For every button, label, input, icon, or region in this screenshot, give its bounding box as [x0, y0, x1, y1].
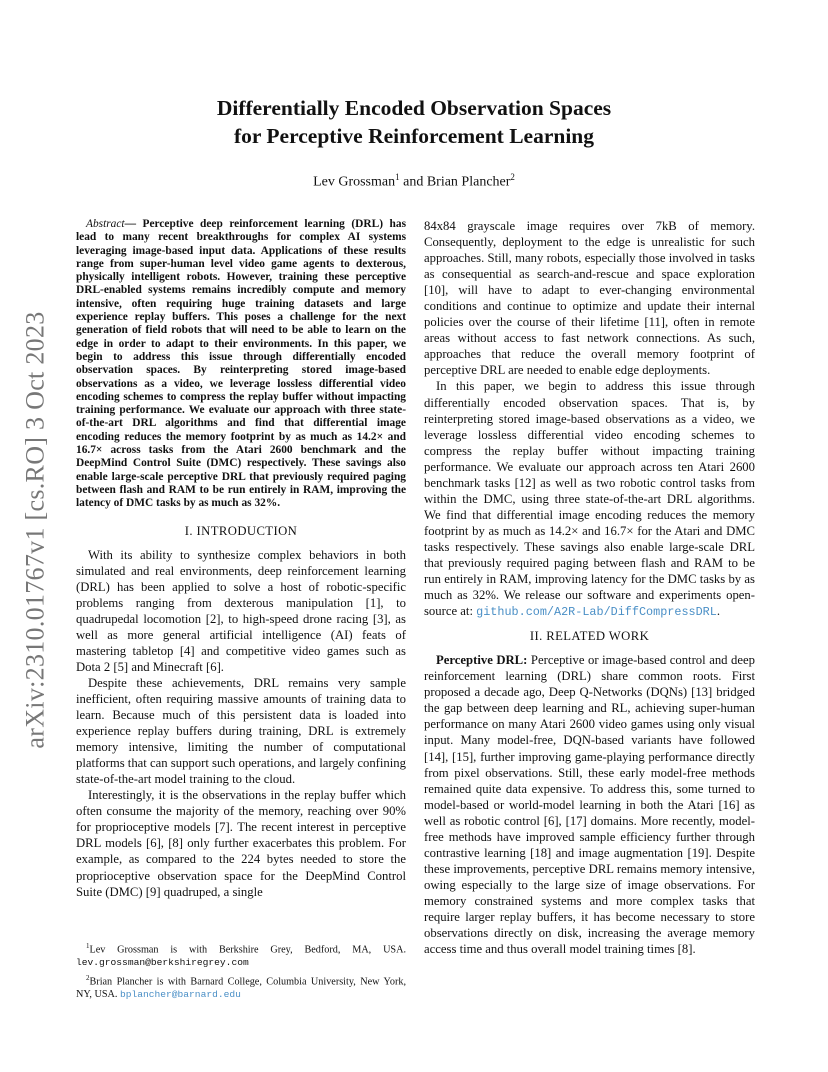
footnote-1	[76, 940, 406, 970]
paper-title	[100, 94, 728, 150]
author-2-affiliation-mark: 2	[510, 172, 515, 182]
section-heading-introduction: I. INTRODUCTION	[184, 523, 298, 538]
author-line	[100, 172, 728, 191]
abstract-lead: Abstract	[86, 218, 125, 230]
abstract-text: — Perceptive deep reinforcement learning (DRL) has lead to many recent breakthroughs for complex AI systems leveraging image-based input data. Applications of these results range from super-human level video game agents to dexterous, physically intelligent robots. However, training these perceptive DRL-enabled systems remains incredibly compute and memory intensive, often requiring huge training datasets and large experience replay buffers. This poses a challenge for the next generation of field robots that will need to be able to learn on the edge in order to adapt to their environments. In this paper, we begin to address this issue through differentially encoded observation spaces. By reinterpreting stored image-based observations as a video, we leverage lossless differential video encoding schemes to compress the replay buffer without impacting training performance. We evaluate our approach with three state-of-the-art DRL algorithms and find that differential image encoding reduces the memory footprint by as much as 14.2× and 16.7× across tasks from the Atari 2600 benchmark and the DeepMind Control Suite (DMC) respectively. These savings also enable large-scale perceptive DRL that previously required paging between flash and RAM to be run entirely in RAM, improving the latency of DMC tasks by as much as 32%.	[76, 218, 406, 510]
intro-paragraph-2: Despite these achievements, DRL remains very sample inefficient, often requiring massive amounts of training data to learn. Because much of this persistent data is loaded into experience replay buffers during training, DRL is extremely memory intensive, limiting the number of computational platforms that can support such operations, and largely confining state-of-the-art model training to the cloud.	[76, 675, 406, 787]
intro-paragraph-4-end: .	[716, 604, 721, 619]
github-link[interactable]: github.com/A2R-Lab/DiffCompressDRL	[476, 605, 717, 620]
footnote-1-email[interactable]: lev.grossman@berkshiregrey.com	[76, 956, 249, 968]
title-line-1: Differentially Encoded Observation Spaces	[216, 96, 612, 120]
author-2: Brian Plancher	[426, 174, 511, 190]
intro-paragraph-1: With its ability to synthesize complex behaviors in both simulated and real environments, deep reinforcement learning (DRL) has been applied to solve a host of robotic-specific problems ranging from dexterous manipulation [1], to quadrupedal locomotion [2], to high-speed drone racing [3], as well as more general artificial intelligence (AI) feats of mastering tabletop [4] and competitive video games such as Dota 2 [5] and Minecraft [6].	[76, 547, 406, 674]
section-heading-related-work: II. RELATED WORK	[529, 629, 650, 644]
arxiv-identifier[interactable]: arXiv:2310.01767v1 [cs.RO] 3 Oct 2023	[21, 311, 50, 749]
arxiv-identifier-margin	[18, 290, 54, 770]
related-work-paragraph-1	[424, 652, 755, 957]
footnote-2	[76, 972, 406, 1002]
abstract	[76, 218, 406, 511]
title-line-2: for Perceptive Reinforcement Learning	[233, 124, 595, 148]
author-connector: and	[399, 174, 427, 190]
footnote-2-email[interactable]: bplancher@barnard.edu	[119, 988, 241, 1000]
intro-paragraph-continued: 84x84 grayscale image requires over 7kB of memory. Consequently, deployment to the edge is unrealistic for such approaches. Still, many robots, especially those involved in tasks as consequential as search-and-rescue and space exploration [10], will have to adapt to ever-changing environmental conditions and continue to optimize and update their internal policies over the course of their lifetime [11], often in remote areas without access to fast network connections. As such, approaches that reduce the overall memory footprint of perceptive DRL are needed to enable edge deployments.	[424, 219, 755, 378]
left-column	[76, 218, 406, 900]
intro-paragraph-3: Interestingly, it is the observations in the replay buffer which often consume the majority of the memory, reaching over 90% for proprioceptive models [7]. The recent interest in perceptive DRL models [6], [8] only further exacerbates this problem. For example, as compared to the 224 bytes needed to store the proprioceptive observation space for the DeepMind Control Suite (DMC) [9] quadruped, a single	[76, 788, 406, 899]
run-in-heading-perceptive-drl: Perceptive DRL:	[436, 653, 528, 668]
author-1: Lev Grossman	[313, 174, 396, 190]
footnote-1-mark: 1	[86, 942, 90, 950]
right-column	[424, 218, 755, 957]
intro-paragraph-4	[424, 378, 755, 620]
author-1-affiliation-mark: 1	[395, 172, 400, 182]
footnotes	[76, 940, 406, 1003]
footnote-2-mark: 2	[86, 973, 90, 982]
footnote-1-text: Lev Grossman is with Berkshire Grey, Bedford, MA, USA.	[89, 944, 406, 956]
footnote-2-text: Brian Plancher is with Barnard College, Columbia University, New York, NY, USA.	[76, 975, 406, 1000]
intro-paragraph-4-text: In this paper, we begin to address this issue through differentially encoded observation spaces. That is, by reinterpreting stored image-based observations as a video, we leverage lossless differential video encoding schemes to compress the replay buffer without impacting training performance. We evaluate our approach across ten Atari 2600 benchmark tasks [12] as well as two robotic control tasks from within the DMC, using three state-of-the-art DRL algorithms. We find that differential image encoding reduces the memory footprint by as much as 14.2× and 16.7× for the Atari and DMC tasks respectively. These savings also enable large-scale DRL that previously required paging between flash and RAM to be run entirely in RAM, improving latency for the DMC tasks by as much as 32%. We release our software and experiments open-source at:	[424, 379, 755, 619]
related-work-paragraph-1-text: Perceptive or image-based control and deep reinforcement learning (DRL) share common roots. First proposed a decade ago, Deep Q-Networks (DQNs) [13] bridged the gap between deep learning and RL, achieving super-human performance on many Atari 2600 video games using only visual input. Many model-free, DQN-based variants have followed [14], [15], further improving game-playing performance directly from pixel observations. Still, these early model-free methods remained quite data expensive. To address this, some turned to model-based or world-model learning in both the Atari [16] as well as robotic control [6], [17] domains. More recently, model-free methods have improved sample efficiency further through contrastive learning [18] and image augmentation [19]. Despite these improvements, perceptive DRL remains memory intensive, owing especially to the large size of image observations. For memory constrained systems and more complex tasks that require larger replay buffers, it has become necessary to store observations directly on disk, increasing the average memory access time and thus overall model training times [8].	[424, 653, 755, 957]
